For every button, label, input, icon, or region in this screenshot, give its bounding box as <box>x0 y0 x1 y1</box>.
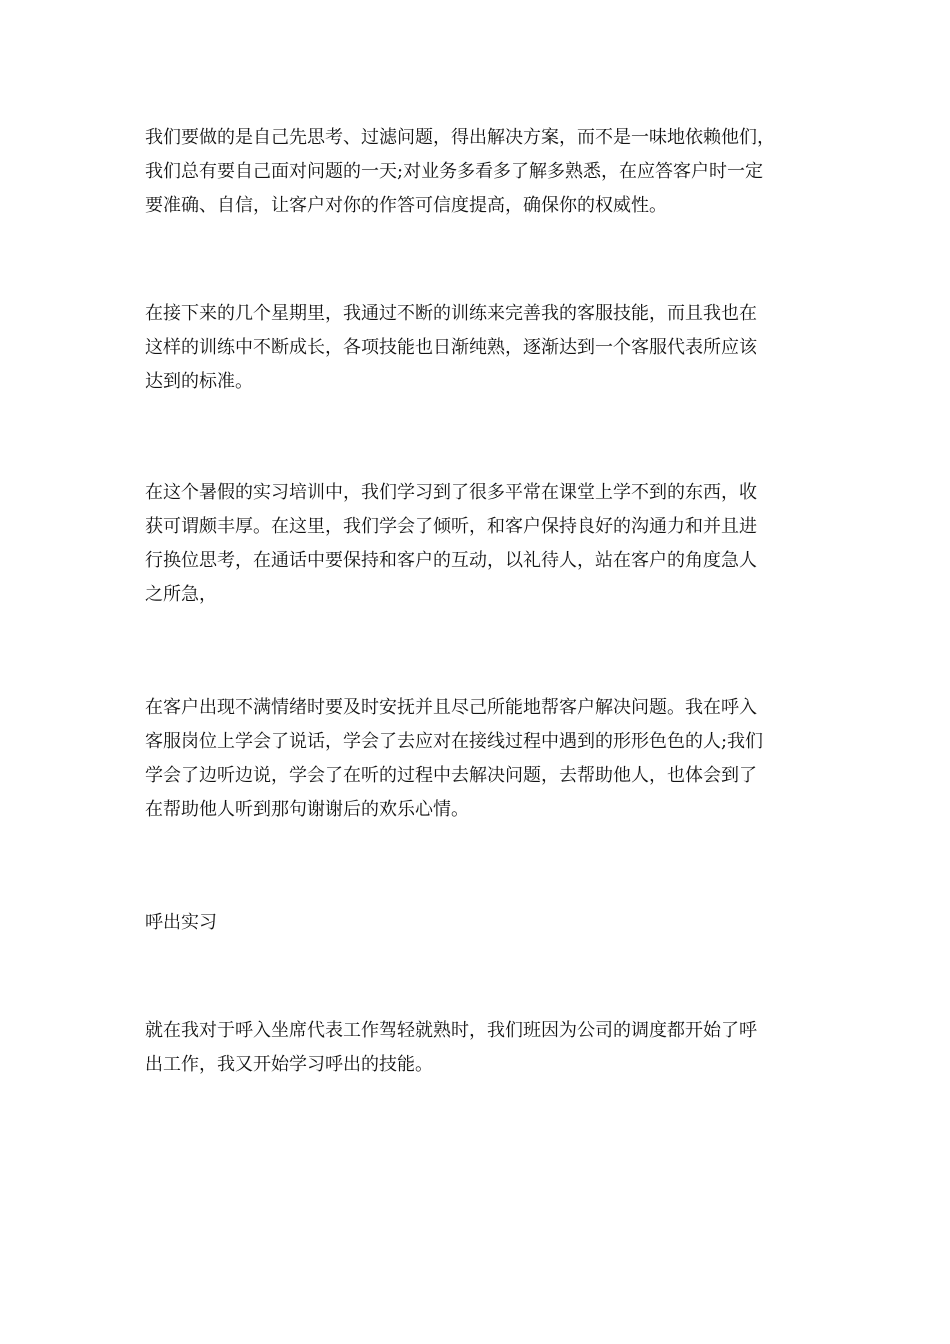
paragraph-line: 出工作，我又开始学习呼出的技能。 <box>145 1054 433 1075</box>
section-heading-text: 呼出实习 <box>145 912 217 933</box>
paragraph-line: 达到的标准。 <box>145 371 253 392</box>
paragraph-1 <box>145 121 810 223</box>
paragraph-line: 这样的训练中不断成长，各项技能也日渐纯熟，逐渐达到一个客服代表所应该 <box>145 337 757 358</box>
paragraph-5 <box>145 1014 810 1082</box>
paragraph-line: 获可谓颇丰厚。在这里，我们学会了倾听，和客户保持良好的沟通力和并且进 <box>145 516 757 537</box>
paragraph-line: 在客户出现不满情绪时要及时安抚并且尽己所能地帮客户解决问题。我在呼入 <box>145 697 757 718</box>
paragraph-line: 之所急， <box>145 584 217 605</box>
paragraph-line: 就在我对于呼入坐席代表工作驾轻就熟时，我们班因为公司的调度都开始了呼 <box>145 1020 757 1041</box>
paragraph-line: 学会了边听边说，学会了在听的过程中去解决问题，去帮助他人，也体会到了 <box>145 765 757 786</box>
paragraph-line: 行换位思考，在通话中要保持和客户的互动，以礼待人，站在客户的角度急人 <box>145 550 757 571</box>
section-heading <box>145 906 810 940</box>
paragraph-line: 客服岗位上学会了说话，学会了去应对在接线过程中遇到的形形色色的人;我们 <box>145 731 764 752</box>
paragraph-4 <box>145 691 810 827</box>
paragraph-line: 在帮助他人听到那句谢谢后的欢乐心情。 <box>145 799 469 820</box>
paragraph-line: 要准确、自信，让客户对你的作答可信度提高，确保你的权威性。 <box>145 195 667 216</box>
paragraph-line: 我们要做的是自己先思考、过滤问题，得出解决方案，而不是一味地依赖他们， <box>145 127 775 148</box>
paragraph-2 <box>145 297 810 399</box>
paragraph-line: 在接下来的几个星期里，我通过不断的训练来完善我的客服技能，而且我也在 <box>145 303 757 324</box>
paragraph-line: 我们总有要自己面对问题的一天;对业务多看多了解多熟悉，在应答客户时一定 <box>145 161 764 182</box>
paragraph-3 <box>145 476 810 612</box>
paragraph-line: 在这个暑假的实习培训中，我们学习到了很多平常在课堂上学不到的东西，收 <box>145 482 757 503</box>
